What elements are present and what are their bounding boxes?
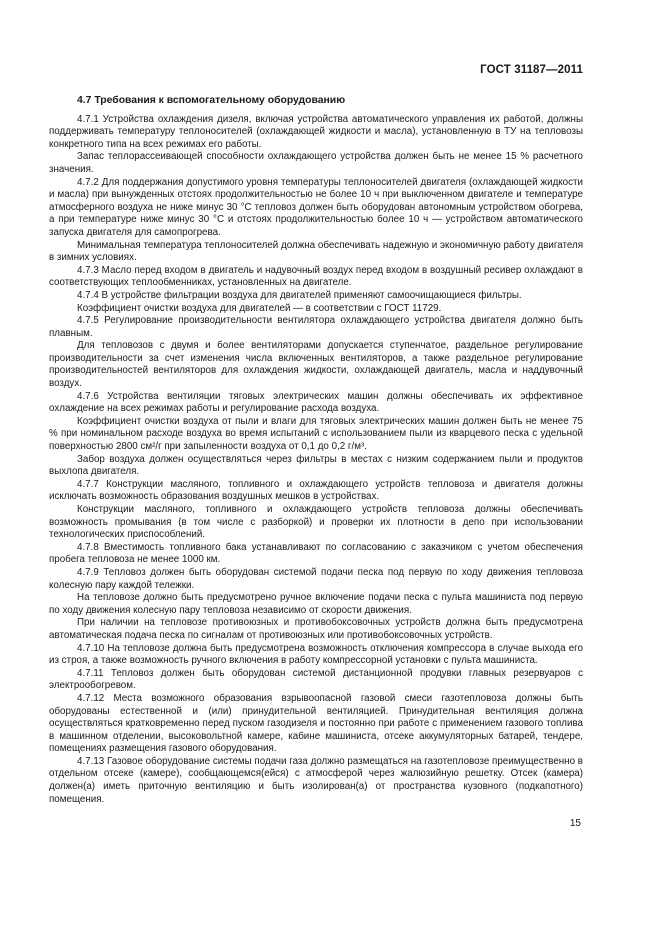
page-number: 15 bbox=[569, 818, 581, 829]
paragraph: 4.7.6 Устройства вентиляции тяговых электрических машин должны обеспечивать их эффективное охлаждение на всех режимах работы и регулирование расхода воздуха. bbox=[49, 390, 583, 415]
section-title: 4.7 Требования к вспомогательному оборудованию bbox=[77, 95, 346, 106]
paragraph: 4.7.8 Вместимость топливного бака устанавливают по согласованию с заказчиком с учетом обеспечения пробега тепловоза не менее 1000 км. bbox=[49, 541, 583, 566]
paragraph: Конструкции масляного, топливного и охлаждающего устройств тепловоза должны обеспечивать возможность промывания (в том числе с разборкой) и проверки их плотности в депо при использовании технологических приспособлений. bbox=[49, 504, 583, 541]
paragraph: Забор воздуха должен осуществляться через фильтры в местах с низким содержанием пыли и продуктов выхлопа двигателя. bbox=[49, 453, 583, 478]
paragraph: 4.7.12 Места возможного образования взрывоопасной газовой смеси газотепловоза должны быть оборудованы естественной и (или) принудительной вентиляцией. Принудительная вентиляция должна осуществляться кратковременно перед пуском газодизеля и постоянно при работе с применением газового топлива в машинном отделении, высоковольтной камере, кабине машиниста, отсеке аккумуляторных батарей, тендере, помещениях размещения газового оборудования. bbox=[49, 692, 583, 755]
paragraph: 4.7.5 Регулирование производительности вентилятора охлаждающего устройства двигателя должно быть плавным. bbox=[49, 315, 583, 339]
paragraph: На тепловозе должно быть предусмотрено ручное включение подачи песка с пульта машиниста под первую по ходу движения колесную пару тепловоза независимо от скорости движения. bbox=[49, 592, 583, 616]
paragraph: Коэффициент очистки воздуха от пыли и влаги для тяговых электрических машин должен быть не менее 75 % при номинальном расходе воздуха во время испытаний с использованием пыли из кварцевого песка с удельной поверхностью 2800 см²/г при запыленности воздуха от 0,1 до 0,2 г/м³. bbox=[49, 415, 583, 453]
paragraph: 4.7.10 На тепловозе должна быть предусмотрена возможность отключения компрессора в случае выхода его из строя, а также возможность ручного включения в работу компрессорной установки с пульта машиниста. bbox=[49, 642, 583, 667]
page-content bbox=[49, 95, 583, 806]
paragraph: Для тепловозов с двумя и более вентиляторами допускается ступенчатое, раздельное регулирование производительности за счет изменения числа включенных вентиляторов, а также раздельное регулирование производительностей вентиляторов для охлаждения жидкости, охлаждающей двигатель, масла и наддувочный воздух. bbox=[49, 340, 583, 390]
document-code: ГОСТ 31187—2011 bbox=[480, 64, 583, 76]
paragraph: Минимальная температура теплоносителей должна обеспечивать надежную и экономичную работу двигателя в зимних условиях. bbox=[49, 239, 583, 264]
paragraph: 4.7.2 Для поддержания допустимого уровня температуры теплоносителей двигателя (охлаждающей жидкости и масла) при вынужденных отстоях продолжительностью не более 10 ч при выключенном двигателе и температуре атмосферного воздуха не ниже минус 30 °С тепловоз должен быть оборудован автономным устройством обогрева, а при температуре ниже минус 30 °С и отстоях продолжительностью более 10 ч — устройством автоматического запуска двигателя для самопрогрева. bbox=[49, 176, 583, 238]
paragraph: При наличии на тепловозе противоюзных и противобоксовочных устройств должна быть предусмотрена автоматическая подача песка по сигналам от противоюзных или противобоксовочных устройств. bbox=[49, 617, 583, 641]
paragraph: 4.7.4 В устройстве фильтрации воздуха для двигателей применяют самоочищающиеся фильтры. bbox=[77, 289, 522, 301]
paragraph: 4.7.11 Тепловоз должен быть оборудован системой дистанционной продувки главных резервуаров с электрообогревом. bbox=[49, 667, 583, 692]
paragraph: 4.7.9 Тепловоз должен быть оборудован системой подачи песка под первую по ходу движения тепловоза колесную пару каждой тележки. bbox=[49, 566, 583, 591]
paragraph: 4.7.1 Устройства охлаждения дизеля, включая устройства автоматического управления их работой, должны поддерживать температуру теплоносителей (охлаждающей жидкости и масла), установленную в ТУ на тепловозы конкретного типа на всех режимах его работы. bbox=[49, 113, 583, 150]
paragraph: 4.7.3 Масло перед входом в двигатель и надувочный воздух перед входом в воздушный ресивер охлаждают в соответствующих теплообменниках, установленных на двигателе. bbox=[49, 264, 583, 289]
paragraph: Коэффициент очистки воздуха для двигателей — в соответствии с ГОСТ 11729. bbox=[77, 302, 442, 314]
paragraph: Запас теплорассеивающей способности охлаждающего устройства должен быть не менее 15 % расчетного значения. bbox=[49, 151, 583, 175]
paragraph: 4.7.13 Газовое оборудование системы подачи газа должно размещаться на газотепловозе преимущественно в отдельном отсеке (камере), сообщающемся(ейся) с атмосферой через жалюзийную решетку. Отсек (камера) должен(а) иметь приточную вентиляцию и быть изолирован(а) от пространства кузовного (подкапотного) помещения. bbox=[49, 755, 583, 805]
paragraph: 4.7.7 Конструкции масляного, топливного и охлаждающего устройств тепловоза и двигателя должны исключать возможность образования воздушных мешков в устройствах. bbox=[49, 478, 583, 503]
